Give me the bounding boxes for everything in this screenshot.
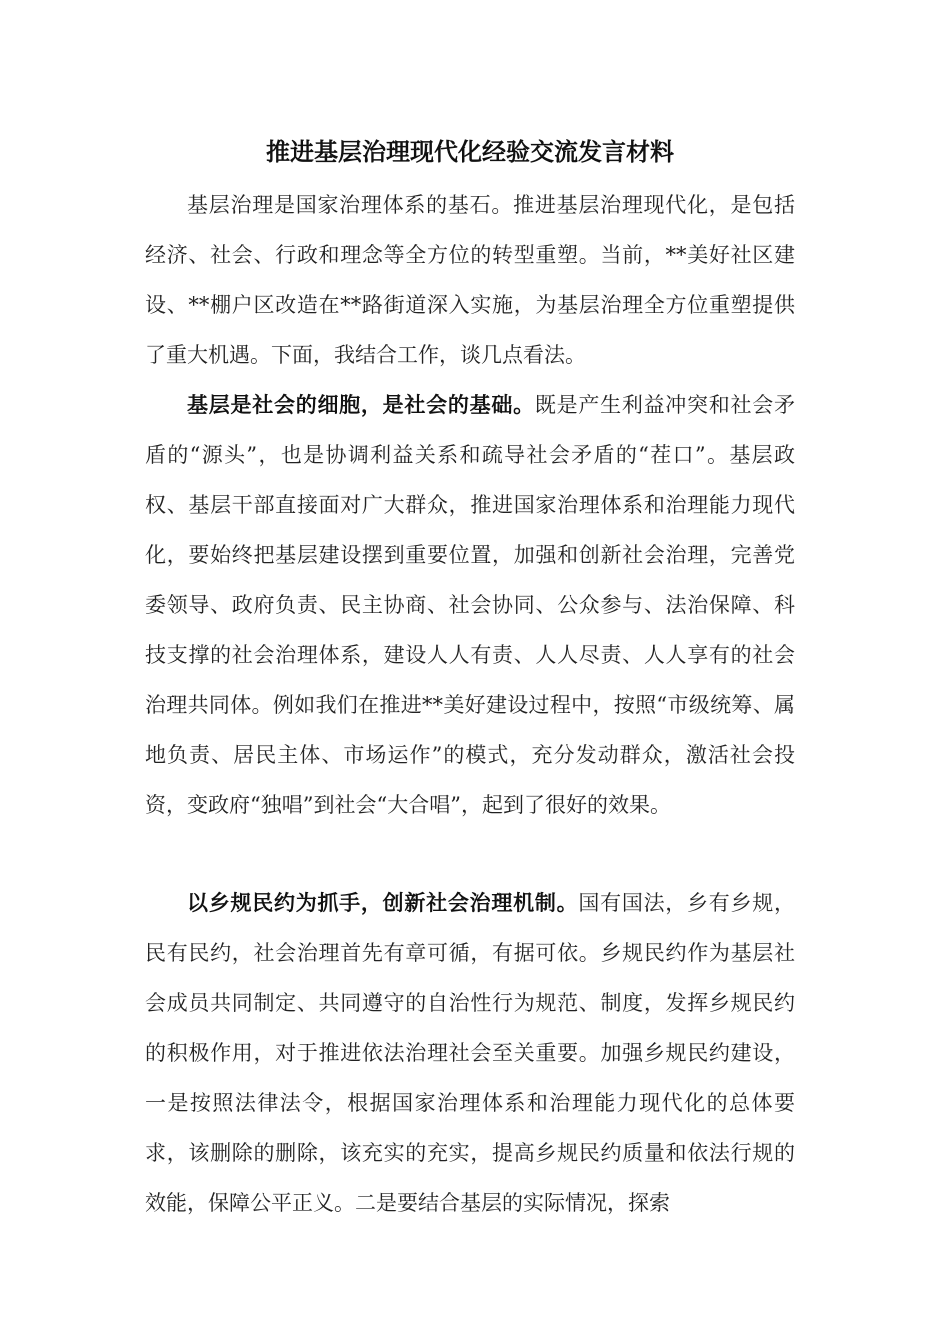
paragraph-lead: 以乡规民约为抓手，创新社会治理机制。: [187, 890, 579, 915]
paragraph-village-rules: [145, 878, 795, 1228]
document-title: 推进基层治理现代化经验交流发言材料: [266, 137, 674, 166]
paragraph-text: 基层治理是国家治理体系的基石。推进基层治理现代化，是包括经济、社会、行政和理念等全方位的转型重塑。当前，**美好社区建设、**棚户区改造在**路街道深入实施，为基层治理全方位重塑提供了重大机遇。下面，我结合工作，谈几点看法。: [145, 193, 795, 367]
document-body: [145, 180, 795, 380]
document-body-section-2: [145, 380, 795, 830]
paragraph-grassroots: [145, 380, 795, 830]
paragraph-intro: [145, 180, 795, 380]
paragraph-text: 既是产生利益冲突和社会矛盾的“源头”，也是协调利益关系和疏导社会矛盾的“茬口”。基层政权、基层干部直接面对广大群众，推进国家治理体系和治理能力现代化，要始终把基层建设摆到重要位置，加强和创新社会治理，完善党委领导、政府负责、民主协商、社会协同、公众参与、法治保障、科技支撑的社会治理体系，建设人人有责、人人尽责、人人享有的社会治理共同体。例如我们在推进**美好建设过程中，按照“市级统筹、属地负责、居民主体、市场运作”的模式，充分发动群众，激活社会投资，变政府“独唱”到社会“大合唱”，起到了很好的效果。: [145, 393, 796, 817]
document-body-section-3: [145, 878, 795, 1228]
paragraph-lead: 基层是社会的细胞，是社会的基础。: [187, 392, 535, 417]
paragraph-text: 国有国法，乡有乡规，民有民约，社会治理首先有章可循，有据可依。乡规民约作为基层社会成员共同制定、共同遵守的自治性行为规范、制度，发挥乡规民约的积极作用，对于推进依法治理社会至关重要。加强乡规民约建设，一是按照法律法令，根据国家治理体系和治理能力现代化的总体要求，该删除的删除，该充实的充实，提高乡规民约质量和依法行规的效能，保障公平正义。二是要结合基层的实际情况，探索: [145, 891, 796, 1215]
